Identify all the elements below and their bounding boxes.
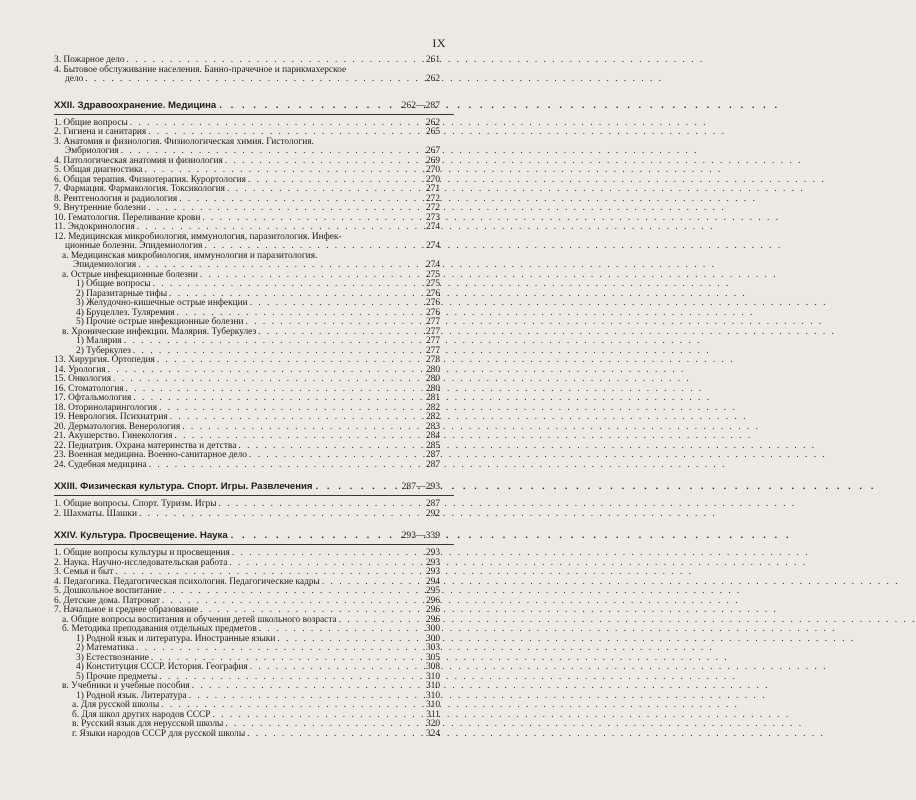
- toc-entry-page: 282: [425, 402, 440, 413]
- dot-leader: [316, 481, 399, 492]
- toc-entry-title: 14. Урология: [54, 364, 106, 375]
- toc-entry-page: 274: [425, 241, 440, 251]
- section-page-range: 293—339: [401, 530, 440, 541]
- toc-entry-title: 9. Внутренние болезни: [54, 203, 146, 213]
- toc-entry-page: 277: [425, 326, 440, 337]
- toc-entry-page: 287: [425, 459, 440, 470]
- toc-entry: [0, 223, 464, 233]
- toc-entry-page: 310: [425, 700, 440, 710]
- toc-entry-title: 21. Акушерство. Гинекология: [54, 431, 173, 441]
- toc-entry-page: 280: [425, 364, 440, 375]
- section-rule: [54, 114, 454, 115]
- toc-entry-title: 18. Оториноларингология: [54, 402, 158, 413]
- dot-leader: [127, 56, 414, 66]
- toc-entry-title: 2) Математика: [76, 643, 135, 653]
- dot-leader: [85, 75, 414, 85]
- toc-entry-title: 2. Гигиена и санитария: [54, 127, 147, 137]
- toc-entry: [0, 56, 464, 66]
- toc-entry-page: 282: [425, 412, 440, 422]
- toc-entry-title: 1) Малярия: [76, 336, 122, 346]
- toc-entry-page: 261: [425, 55, 440, 65]
- toc-entry-page: 262: [425, 117, 440, 128]
- toc-entry-page: 278: [425, 355, 440, 365]
- toc-entry-page: 270: [425, 174, 440, 185]
- toc-entry-page: 272: [425, 203, 440, 213]
- toc-entry-title: 1) Родной язык и литература. Иностранные языки: [76, 633, 276, 644]
- toc-entry-page: 280: [425, 374, 440, 384]
- dot-leader: [204, 242, 414, 252]
- dot-leader: [247, 730, 414, 740]
- section-title: XXIII. Физическая культура. Спорт. Игры. Развлечения: [54, 481, 313, 492]
- toc-entry: [0, 242, 464, 252]
- table-of-contents: [0, 56, 464, 739]
- toc-entry-title: 3. Семья и быт: [54, 567, 114, 577]
- toc-entry-page: 276: [425, 288, 440, 299]
- toc-entry-title: 16. Стоматология: [54, 383, 124, 394]
- section-gap: [0, 85, 464, 99]
- toc-entry-page: 285: [425, 440, 440, 451]
- dot-leader: [137, 223, 414, 233]
- toc-entry-title: в. Учебники и учебные пособия: [62, 681, 190, 691]
- toc-entry-title: 22. Педиатрия. Охрана материнства и детства: [54, 440, 237, 451]
- toc-entry-page: 287: [425, 499, 440, 509]
- toc-entry-title: 3. Пожарное дело: [54, 55, 125, 65]
- toc-entry-title: 24. Судебная медицина: [54, 459, 147, 470]
- dot-leader: [231, 530, 399, 541]
- toc-entry: [0, 75, 464, 85]
- toc-entry-title: 3) Желудочно-кишечные острые инфекции: [76, 298, 248, 308]
- toc-entry: [0, 128, 464, 138]
- dot-leader: [148, 128, 414, 138]
- toc-entry-title: 1. Общие вопросы: [54, 117, 128, 128]
- section-title: XXIV. Культура. Просвещение. Наука: [54, 530, 228, 541]
- toc-entry-page: 269: [425, 155, 440, 166]
- toc-entry-title: 3) Естествознание: [76, 652, 149, 663]
- section-page-range: 287—293: [401, 481, 440, 492]
- toc-entry: [0, 510, 464, 520]
- toc-entry-page: 310: [425, 690, 440, 701]
- toc-entry-title: 8. Рентгенология и радиология: [54, 193, 178, 204]
- toc-entry-page: 277: [425, 317, 440, 327]
- dot-leader: [149, 461, 414, 471]
- toc-entry-page: 272: [425, 193, 440, 204]
- toc-entry-page: 265: [425, 127, 440, 137]
- toc-entry-title: 23. Военная медицина. Военно-санитарное дело: [54, 450, 247, 460]
- section-rule: [54, 544, 454, 545]
- toc-entry-title: 1) Родной язык. Литература: [76, 690, 187, 701]
- section-rule: [54, 495, 454, 496]
- toc-entry-page: 310: [425, 671, 440, 682]
- toc-entry-title: 1. Общие вопросы. Спорт. Туризм. Игры: [54, 499, 217, 509]
- section-heading: [0, 529, 464, 541]
- toc-entry-title: 5) Прочие острые инфекционные болезни: [76, 317, 244, 327]
- toc-entry: [0, 461, 464, 471]
- toc-entry-page: 324: [425, 728, 440, 739]
- toc-entry-title: 1) Общие вопросы: [76, 279, 151, 289]
- toc-entry-title: 15. Онкология: [54, 374, 112, 384]
- toc-entry-page: 281: [425, 393, 440, 403]
- toc-entry-title: а. Острые инфекционные болезни: [62, 269, 198, 280]
- toc-entry-title: 4) Конституция СССР. История. География: [76, 662, 248, 672]
- toc-entry-page: 276: [425, 298, 440, 308]
- toc-entry-line: 4. Бытовое обслуживание населения. Банно-прачечное и парикмахерское: [54, 64, 347, 75]
- toc-entry-line: 12. Медицинская микробиология, иммунология, паразитология. Инфек-: [54, 231, 342, 242]
- section-page-range: 262—287: [401, 99, 440, 111]
- toc-entry-title: 5. Дошкольное воспитание: [54, 586, 162, 596]
- toc-entry-title: 2) Паразитарные тифы: [76, 288, 168, 299]
- toc-entry-title: 2. Наука. Научно-исследовательская работа: [54, 557, 228, 568]
- toc-entry-title: 7. Фармация. Фармакология. Токсикология: [54, 184, 225, 194]
- toc-entry-page: 277: [425, 345, 440, 356]
- toc-entry-title: 4) Бруцеллез. Туляремия: [76, 307, 175, 318]
- toc-entry: [0, 730, 464, 740]
- toc-entry-page: 305: [425, 652, 440, 663]
- toc-entry-page: 280: [425, 383, 440, 394]
- toc-entry-title: г. Языки народов СССР для русской школы: [72, 728, 246, 739]
- toc-entry-page: 275: [425, 279, 440, 289]
- toc-entry-title: 19. Неврология. Психиатрия: [54, 412, 168, 422]
- toc-entry-page: 310: [425, 681, 440, 691]
- toc-entry-page: 295: [425, 586, 440, 596]
- toc-entry-title: 6. Общая терапия. Физиотерапия. Курортология: [54, 174, 246, 185]
- toc-entry-page: 273: [425, 212, 440, 223]
- toc-entry-title: 4. Педагогика. Педагогическая психология. Педагогические кадры: [54, 576, 320, 587]
- toc-entry-title: 1. Общие вопросы культуры и просвещения: [54, 548, 230, 558]
- toc-entry-page: 277: [425, 336, 440, 346]
- toc-entry-title: 17. Офтальмология: [54, 393, 132, 403]
- dot-leader: [219, 100, 398, 111]
- toc-entry-title: в. Хронические инфекции. Малярия. Туберкулез: [62, 326, 257, 337]
- section-heading: [0, 480, 464, 492]
- toc-entry-title: 4. Патологическая анатомия и физиология: [54, 155, 223, 166]
- toc-entry-page: 303: [425, 643, 440, 653]
- toc-entry-title: в. Русский язык для нерусской школы: [72, 719, 224, 729]
- toc-entry-page: 267: [425, 146, 440, 156]
- toc-entry-page: 274: [425, 222, 440, 232]
- toc-entry-title: 6. Детские дома. Патронат: [54, 595, 160, 606]
- toc-entry-title: дело: [65, 74, 84, 84]
- toc-entry-page: 292: [425, 508, 440, 519]
- toc-entry-page: 293: [425, 567, 440, 577]
- toc-entry-page: 294: [425, 576, 440, 587]
- toc-entry-title: 5) Прочие предметы: [76, 671, 158, 682]
- toc-entry-page: 300: [425, 624, 440, 634]
- toc-entry-page: 311: [426, 709, 440, 720]
- toc-entry-title: 13. Хирургия. Ортопедия: [54, 355, 155, 365]
- toc-entry-page: 276: [425, 307, 440, 318]
- section-title: XXII. Здравоохранение. Медицина: [54, 99, 217, 111]
- toc-entry-page: 320: [425, 719, 440, 729]
- toc-entry-title: 11. Эндокринология: [54, 222, 135, 232]
- toc-entry-page: 270: [425, 165, 440, 175]
- page-number: IX: [432, 36, 446, 50]
- toc-entry-page: 293: [425, 548, 440, 558]
- section-gap: [0, 519, 464, 529]
- toc-entry-line: 3. Анатомия и физиология. Физиологическая химия. Гистология.: [54, 136, 314, 147]
- section-heading: [0, 99, 464, 111]
- toc-entry-title: б. Для школ других народов СССР: [72, 709, 211, 720]
- toc-entry-page: 271: [425, 184, 440, 194]
- section-gap: [0, 470, 464, 480]
- toc-entry-title: Эпидемиология: [73, 260, 137, 270]
- toc-entry-page: 284: [425, 431, 440, 441]
- toc-entry-title: 2) Туберкулез: [76, 345, 131, 356]
- toc-entry-title: 7. Начальное и среднее образование: [54, 605, 199, 615]
- toc-entry-title: Эмбриология: [65, 146, 119, 156]
- dot-leader: [139, 510, 414, 520]
- toc-entry-title: 10. Гематология. Переливание крови: [54, 212, 201, 223]
- toc-entry-title: а. Общие вопросы воспитания и обучения детей школьного возраста: [62, 614, 337, 625]
- toc-entry-page: 262: [425, 74, 440, 84]
- toc-entry-page: 275: [425, 269, 440, 280]
- toc-entry-page: 283: [425, 421, 440, 432]
- toc-entry-page: 296: [425, 595, 440, 606]
- toc-entry-title: ционные болезни. Эпидемиология: [65, 241, 203, 251]
- toc-entry-page: 308: [425, 662, 440, 672]
- toc-entry-page: 296: [425, 605, 440, 615]
- toc-entry-page: 300: [425, 633, 440, 644]
- toc-entry-title: б. Методика преподавания отдельных предметов: [62, 624, 257, 634]
- toc-entry-page: 287: [425, 450, 440, 460]
- toc-entry-line: а. Медицинская микробиология, иммунология и паразитология.: [62, 250, 318, 261]
- toc-entry-page: 296: [425, 614, 440, 625]
- toc-entry-title: 2. Шахматы. Шашки: [54, 508, 137, 519]
- toc-entry-title: 5. Общая диагностика: [54, 165, 143, 175]
- toc-entry-page: 274: [425, 260, 440, 270]
- toc-entry-page: 293: [425, 557, 440, 568]
- toc-entry-title: 20. Дерматология. Венерология: [54, 421, 181, 432]
- toc-entry-title: а. Для русской школы: [72, 700, 160, 710]
